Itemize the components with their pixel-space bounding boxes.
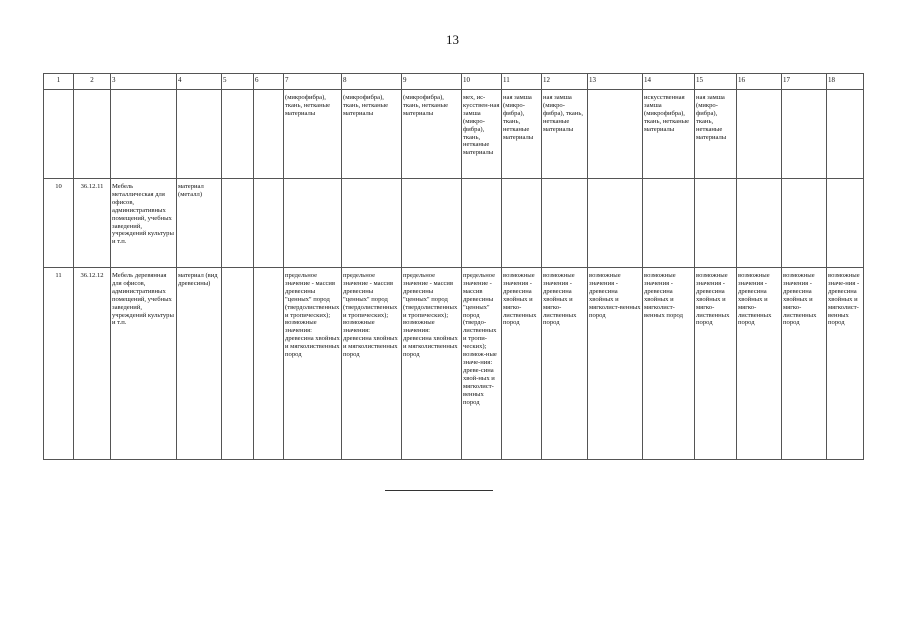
column-number: 2 [74,74,111,90]
table-cell: ная замша (микро-фибра), ткань, нетканые материалы [542,90,588,179]
table-row [44,90,864,179]
column-number: 17 [782,74,827,90]
table-cell [222,179,254,268]
table-cell [737,90,782,179]
table-cell: искусственная замша (микрофибра), ткань, нетканые материалы [643,90,695,179]
table-cell [402,179,462,268]
column-number: 13 [588,74,643,90]
table-cell [284,179,342,268]
table-cell [254,179,284,268]
data-table [43,73,864,460]
table-cell: 36.12.11 [74,179,111,268]
table-cell [254,90,284,179]
column-number: 11 [502,74,542,90]
table-cell [44,90,74,179]
end-rule [385,490,493,491]
column-number: 10 [462,74,502,90]
table-cell: возможные значения - древесина хвойных и мягко-лиственных пород [695,268,737,460]
table-cell [695,179,737,268]
table-cell [588,90,643,179]
table-cell: (микрофибра), ткань, нетканые материалы [284,90,342,179]
table-cell: (микрофибра), ткань, нетканые материалы [342,90,402,179]
column-number: 3 [111,74,177,90]
table-cell: 36.12.12 [74,268,111,460]
table-cell [737,179,782,268]
table-cell [782,179,827,268]
table-cell: возможные значения - древесина хвойных и мягко-лиственных пород [782,268,827,460]
table-cell [462,179,502,268]
table-cell [111,90,177,179]
column-number: 18 [827,74,864,90]
column-number: 4 [177,74,222,90]
table-cell: возможные значе-ния - древесина хвойных и мягколист-венных пород [827,268,864,460]
table-cell [827,90,864,179]
header-row [44,74,864,90]
column-number: 16 [737,74,782,90]
table-cell [588,179,643,268]
column-number: 1 [44,74,74,90]
column-number: 15 [695,74,737,90]
column-number: 6 [254,74,284,90]
table-cell [342,179,402,268]
table-cell [542,179,588,268]
table-cell: возможные значения - древесина хвойных и мягколист-венных пород [643,268,695,460]
table-cell: возможные значения - древесина хвойных и мягколист-венных пород [588,268,643,460]
table-cell: предельное значение - массив древесины "ценных" пород (твердолиственных и тропических); возможные значения: древесина хвойных и мягколиственных пород [342,268,402,460]
column-number: 7 [284,74,342,90]
table-cell: предельное значение - массив древесины "ценных" пород (твердо-лиственных и тропи-ческих); возмож-ные значе-ния: древе-сина хвой-ных и мягколист-венных пород [462,268,502,460]
column-number: 8 [342,74,402,90]
table-cell [643,179,695,268]
table-cell [177,90,222,179]
table-cell: возможные значения - древесина хвойных и мягко-лиственных пород [502,268,542,460]
table-cell: Мебель деревянная для офисов, административных помещений, учебных заведений, учреждений культуры и т.п. [111,268,177,460]
column-number: 14 [643,74,695,90]
table-cell [782,90,827,179]
table-cell: ная замша (микро-фибра), ткань, нетканые материалы [502,90,542,179]
table-cell: мех, ис-кусствен-ная замша (микро-фибра), ткань, нетканые материалы [462,90,502,179]
table-row [44,268,864,460]
table-cell: материал (вид древесины) [177,268,222,460]
table-cell: материал (металл) [177,179,222,268]
column-number: 9 [402,74,462,90]
table-cell: (микрофибра), ткань, нетканые материалы [402,90,462,179]
table-cell [222,268,254,460]
table-cell: предельное значение - массив древесины "ценных" пород (твердолиственных и тропических); возможные значения: древесина хвойных и мягколиственных пород [284,268,342,460]
table-cell: Мебель металлическая для офисов, административных помещений, учебных заведений, учреждений культуры и т.п. [111,179,177,268]
table-cell: 10 [44,179,74,268]
table-cell [827,179,864,268]
table-cell [502,179,542,268]
table-cell: ная замша (микро-фибра), ткань, нетканые материалы [695,90,737,179]
table-cell: 11 [44,268,74,460]
table-cell [74,90,111,179]
table-row [44,179,864,268]
page-number: 13 [446,32,459,47]
table-cell [254,268,284,460]
table-cell [222,90,254,179]
column-number: 12 [542,74,588,90]
column-number: 5 [222,74,254,90]
table-cell: предельное значение - массив древесины "ценных" пород (твердолиственных и тропических); возможные значения: древесина хвойных и мягколиственных пород [402,268,462,460]
table-cell: возможные значения - древесина хвойных и мягко-лиственных пород [542,268,588,460]
table-cell: возможные значения - древесина хвойных и мягко-лиственных пород [737,268,782,460]
